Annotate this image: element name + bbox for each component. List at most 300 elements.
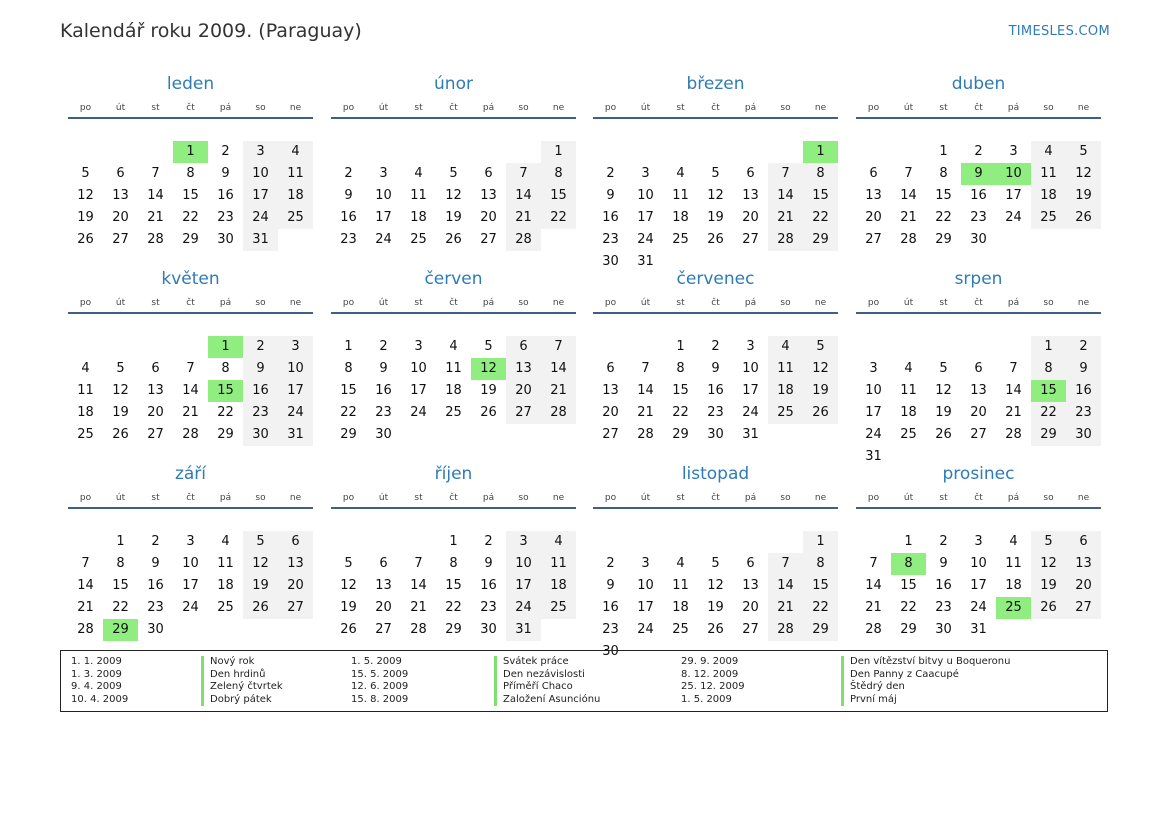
day-cell: 19	[112, 405, 129, 420]
weekday-label: st	[676, 493, 685, 503]
day-cell: 11	[1031, 163, 1066, 185]
holiday-day-cell: 10	[996, 163, 1031, 185]
month-11	[856, 463, 1101, 641]
day-cell: 26	[707, 622, 724, 637]
month-name: červenec	[676, 269, 755, 289]
day-cell: 6	[606, 361, 615, 376]
header-rule	[856, 117, 1101, 119]
day-cell: 25	[672, 232, 689, 247]
weekday-label: po	[79, 493, 92, 503]
weekday-label: po	[79, 103, 92, 113]
empty-cell	[663, 141, 698, 163]
day-cell: 2	[344, 166, 353, 181]
day-cell: 19	[480, 383, 497, 398]
holiday-day-cell: 1	[208, 336, 243, 358]
day-cell: 26	[480, 405, 497, 420]
day-cell: 4	[1031, 141, 1066, 163]
day-cell: 3	[278, 336, 313, 358]
month-0	[68, 73, 313, 251]
day-cell: 17	[506, 575, 541, 597]
day-cell: 1	[449, 534, 458, 549]
legend-holiday-name: Dobrý pátek	[201, 694, 272, 707]
day-cell: 17	[410, 383, 427, 398]
day-cell: 15	[445, 578, 462, 593]
day-cell: 4	[676, 556, 685, 571]
legend-date: 15. 8. 2009	[351, 693, 409, 705]
month-name: leden	[166, 74, 215, 94]
empty-cell	[628, 141, 663, 163]
empty-cell	[856, 141, 891, 163]
day-cell: 11	[410, 188, 427, 203]
month-days-grid	[856, 487, 1101, 641]
day-cell: 18	[410, 210, 427, 225]
day-cell: 28	[1005, 427, 1022, 442]
weekday-label: so	[518, 103, 529, 113]
day-cell: 6	[116, 166, 125, 181]
day-cell: 9	[484, 556, 493, 571]
day-cell: 22	[803, 207, 838, 229]
day-cell: 5	[711, 556, 720, 571]
empty-cell	[856, 531, 891, 553]
month-name: říjen	[434, 464, 473, 484]
weekday-label: so	[1043, 493, 1054, 503]
day-cell: 17	[742, 383, 759, 398]
day-cell: 8	[803, 163, 838, 185]
weekday-label: ne	[552, 298, 565, 308]
weekday-label: so	[780, 298, 791, 308]
day-cell: 23	[970, 210, 987, 225]
weekday-label: po	[342, 298, 355, 308]
weekday-label: st	[676, 103, 685, 113]
day-cell: 23	[147, 600, 164, 615]
weekday-label: pá	[219, 103, 232, 113]
day-cell: 18	[77, 405, 94, 420]
day-cell: 11	[672, 188, 689, 203]
weekday-label: po	[867, 103, 880, 113]
day-cell: 27	[147, 427, 164, 442]
day-cell: 19	[707, 210, 724, 225]
day-cell: 6	[1066, 531, 1101, 553]
day-cell: 29	[340, 427, 357, 442]
weekday-label: po	[604, 103, 617, 113]
legend-holiday-name: Den nezávislosti	[494, 669, 585, 682]
day-cell: 25	[768, 402, 803, 424]
empty-cell	[366, 531, 401, 553]
day-cell: 9	[221, 166, 230, 181]
day-cell: 3	[641, 166, 650, 181]
day-cell: 14	[768, 575, 803, 597]
day-cell: 22	[935, 210, 952, 225]
day-cell: 8	[449, 556, 458, 571]
weekday-label: ne	[552, 493, 565, 503]
day-cell: 25	[445, 405, 462, 420]
weekday-label: ne	[552, 103, 565, 113]
day-cell: 3	[414, 339, 423, 354]
weekday-label: pá	[1007, 493, 1020, 503]
day-cell: 14	[410, 578, 427, 593]
day-cell: 18	[445, 383, 462, 398]
site-link[interactable]: TIMESLES.COM	[1008, 24, 1110, 39]
day-cell: 5	[1066, 141, 1101, 163]
day-cell: 9	[379, 361, 388, 376]
day-cell: 29	[803, 229, 838, 251]
day-cell: 21	[77, 600, 94, 615]
day-cell: 11	[278, 163, 313, 185]
empty-cell	[926, 336, 961, 358]
weekday-label: pá	[219, 298, 232, 308]
month-days-grid	[856, 97, 1101, 251]
day-cell: 13	[112, 188, 129, 203]
day-cell: 8	[344, 361, 353, 376]
day-cell: 7	[641, 361, 650, 376]
day-cell: 14	[1005, 383, 1022, 398]
day-cell: 20	[278, 575, 313, 597]
day-cell: 22	[900, 600, 917, 615]
empty-cell	[891, 336, 926, 358]
day-cell: 25	[77, 427, 94, 442]
day-cell: 7	[1009, 361, 1018, 376]
month-days-grid	[331, 97, 576, 251]
day-cell: 19	[1031, 575, 1066, 597]
empty-cell	[68, 141, 103, 163]
day-cell: 19	[340, 600, 357, 615]
day-cell: 13	[375, 578, 392, 593]
day-cell: 20	[480, 210, 497, 225]
empty-cell	[593, 531, 628, 553]
day-cell: 21	[506, 207, 541, 229]
day-cell: 1	[904, 534, 913, 549]
day-cell: 13	[506, 358, 541, 380]
legend-date: 9. 4. 2009	[71, 681, 122, 692]
day-cell: 20	[506, 380, 541, 402]
empty-cell	[471, 141, 506, 163]
day-cell: 4	[221, 534, 230, 549]
empty-cell	[331, 531, 366, 553]
empty-cell	[173, 336, 208, 358]
day-cell: 29	[182, 232, 199, 247]
day-cell: 23	[935, 600, 952, 615]
day-cell: 30	[602, 254, 619, 269]
day-cell: 10	[637, 578, 654, 593]
weekday-label: pá	[219, 493, 232, 503]
day-cell: 30	[707, 427, 724, 442]
day-cell: 10	[278, 358, 313, 380]
day-cell: 12	[340, 578, 357, 593]
legend-date: 25. 12. 2009	[681, 681, 745, 692]
empty-cell	[698, 141, 733, 163]
month-name: srpen	[954, 269, 1003, 289]
day-cell: 26	[112, 427, 129, 442]
day-cell: 20	[147, 405, 164, 420]
empty-cell	[768, 141, 803, 163]
day-cell: 31	[742, 427, 759, 442]
day-cell: 25	[900, 427, 917, 442]
day-cell: 24	[865, 427, 882, 442]
weekday-label: pá	[744, 493, 757, 503]
weekday-label: út	[903, 103, 914, 113]
month-days-grid	[68, 97, 313, 251]
day-cell: 2	[711, 339, 720, 354]
month-7	[856, 268, 1101, 468]
weekday-label: čt	[449, 298, 458, 308]
legend-date: 8. 12. 2009	[681, 668, 739, 680]
day-cell: 21	[900, 210, 917, 225]
day-cell: 14	[768, 185, 803, 207]
weekday-label: so	[518, 493, 529, 503]
weekday-label: út	[115, 493, 126, 503]
day-cell: 21	[865, 600, 882, 615]
month-days-grid	[593, 292, 838, 446]
day-cell: 25	[672, 622, 689, 637]
day-cell: 5	[1031, 531, 1066, 553]
day-cell: 25	[410, 232, 427, 247]
day-cell: 29	[217, 427, 234, 442]
day-cell: 29	[1031, 424, 1066, 446]
day-cell: 10	[410, 361, 427, 376]
day-cell: 18	[672, 600, 689, 615]
weekday-label: st	[414, 298, 423, 308]
day-cell: 11	[1005, 556, 1022, 571]
day-cell: 5	[449, 166, 458, 181]
day-cell: 8	[1031, 358, 1066, 380]
day-cell: 11	[217, 556, 234, 571]
legend-date: 12. 6. 2009	[351, 681, 409, 692]
day-cell: 27	[375, 622, 392, 637]
day-cell: 11	[77, 383, 94, 398]
day-cell: 31	[865, 449, 882, 464]
day-cell: 15	[935, 188, 952, 203]
month-days-grid	[68, 292, 313, 446]
day-cell: 26	[340, 622, 357, 637]
day-cell: 3	[974, 534, 983, 549]
day-cell: 5	[939, 361, 948, 376]
month-name: listopad	[681, 464, 750, 484]
day-cell: 26	[445, 232, 462, 247]
day-cell: 2	[151, 534, 160, 549]
day-cell: 11	[672, 578, 689, 593]
legend-date: 1. 1. 2009	[71, 656, 122, 667]
day-cell: 27	[742, 622, 759, 637]
day-cell: 1	[939, 144, 948, 159]
day-cell: 30	[480, 622, 497, 637]
day-cell: 18	[217, 578, 234, 593]
empty-cell	[961, 336, 996, 358]
holiday-day-cell: 8	[891, 553, 926, 575]
day-cell: 3	[1009, 144, 1018, 159]
day-cell: 10	[970, 556, 987, 571]
day-cell: 26	[243, 597, 278, 619]
header-rule	[68, 312, 313, 314]
month-name: září	[174, 464, 207, 484]
weekday-label: so	[518, 298, 529, 308]
day-cell: 6	[506, 336, 541, 358]
month-days-grid	[593, 487, 838, 663]
day-cell: 28	[768, 229, 803, 251]
empty-cell	[138, 336, 173, 358]
day-cell: 22	[541, 207, 576, 229]
weekday-label: pá	[1007, 103, 1020, 113]
day-cell: 11	[768, 358, 803, 380]
day-cell: 22	[340, 405, 357, 420]
weekday-label: po	[604, 298, 617, 308]
day-cell: 29	[935, 232, 952, 247]
day-cell: 14	[900, 188, 917, 203]
day-cell: 7	[151, 166, 160, 181]
day-cell: 23	[480, 600, 497, 615]
day-cell: 9	[606, 578, 615, 593]
day-cell: 17	[278, 380, 313, 402]
empty-cell	[401, 141, 436, 163]
day-cell: 28	[768, 619, 803, 641]
empty-cell	[103, 141, 138, 163]
legend-holiday-name: Den hrdinů	[201, 669, 265, 682]
day-cell: 22	[672, 405, 689, 420]
day-cell: 16	[602, 600, 619, 615]
day-cell: 15	[803, 185, 838, 207]
month-days-grid	[68, 487, 313, 641]
day-cell: 9	[711, 361, 720, 376]
empty-cell	[103, 336, 138, 358]
header-rule	[68, 507, 313, 509]
day-cell: 17	[970, 578, 987, 593]
day-cell: 16	[707, 383, 724, 398]
day-cell: 13	[602, 383, 619, 398]
day-cell: 7	[541, 336, 576, 358]
day-cell: 2	[606, 556, 615, 571]
holiday-day-cell: 15	[208, 380, 243, 402]
day-cell: 12	[77, 188, 94, 203]
weekday-label: po	[604, 493, 617, 503]
day-cell: 23	[707, 405, 724, 420]
day-cell: 23	[1066, 402, 1101, 424]
day-cell: 5	[803, 336, 838, 358]
day-cell: 16	[935, 578, 952, 593]
day-cell: 9	[243, 358, 278, 380]
day-cell: 19	[1066, 185, 1101, 207]
month-2	[593, 73, 838, 273]
day-cell: 15	[541, 185, 576, 207]
day-cell: 4	[449, 339, 458, 354]
day-cell: 18	[1031, 185, 1066, 207]
day-cell: 23	[243, 402, 278, 424]
day-cell: 17	[375, 210, 392, 225]
day-cell: 13	[147, 383, 164, 398]
weekday-label: ne	[814, 103, 827, 113]
day-cell: 20	[742, 600, 759, 615]
day-cell: 30	[243, 424, 278, 446]
day-cell: 19	[243, 575, 278, 597]
header-rule	[331, 117, 576, 119]
day-cell: 31	[970, 622, 987, 637]
day-cell: 23	[340, 232, 357, 247]
weekday-label: po	[342, 493, 355, 503]
month-days-grid	[856, 292, 1101, 468]
weekday-label: st	[414, 493, 423, 503]
day-cell: 12	[707, 188, 724, 203]
weekday-label: pá	[1007, 298, 1020, 308]
legend-holiday-name: Nový rok	[201, 656, 254, 669]
day-cell: 2	[606, 166, 615, 181]
day-cell: 16	[217, 188, 234, 203]
day-cell: 12	[1066, 163, 1101, 185]
day-cell: 15	[182, 188, 199, 203]
day-cell: 24	[410, 405, 427, 420]
day-cell: 22	[112, 600, 129, 615]
day-cell: 24	[243, 207, 278, 229]
weekday-label: út	[903, 493, 914, 503]
month-name: květen	[161, 269, 220, 289]
month-5	[331, 268, 576, 446]
empty-cell	[68, 531, 103, 553]
day-cell: 21	[1005, 405, 1022, 420]
legend-holiday-name: Příměří Chaco	[494, 681, 573, 694]
legend-holiday-name: Den Panny z Caacupé	[841, 669, 959, 682]
day-cell: 24	[182, 600, 199, 615]
day-cell: 12	[243, 553, 278, 575]
day-cell: 8	[116, 556, 125, 571]
day-cell: 1	[676, 339, 685, 354]
legend-date: 1. 5. 2009	[351, 656, 402, 667]
day-cell: 25	[1031, 207, 1066, 229]
day-cell: 9	[606, 188, 615, 203]
day-cell: 1	[1031, 336, 1066, 358]
day-cell: 30	[970, 232, 987, 247]
weekday-label: st	[939, 298, 948, 308]
day-cell: 2	[974, 144, 983, 159]
day-cell: 18	[768, 380, 803, 402]
weekday-label: čt	[974, 103, 983, 113]
day-cell: 14	[147, 188, 164, 203]
day-cell: 6	[746, 556, 755, 571]
day-cell: 26	[1066, 207, 1101, 229]
day-cell: 6	[974, 361, 983, 376]
day-cell: 2	[1066, 336, 1101, 358]
day-cell: 13	[480, 188, 497, 203]
legend-holiday-name: Založení Asunciónu	[494, 694, 600, 707]
day-cell: 29	[803, 619, 838, 641]
header-rule	[593, 507, 838, 509]
weekday-label: pá	[482, 493, 495, 503]
day-cell: 13	[742, 188, 759, 203]
weekday-label: so	[255, 493, 266, 503]
day-cell: 9	[1066, 358, 1101, 380]
day-cell: 16	[147, 578, 164, 593]
day-cell: 1	[344, 339, 353, 354]
day-cell: 10	[375, 188, 392, 203]
month-6	[593, 268, 838, 446]
day-cell: 24	[637, 232, 654, 247]
day-cell: 27	[506, 402, 541, 424]
weekday-label: út	[378, 103, 389, 113]
day-cell: 8	[803, 553, 838, 575]
day-cell: 19	[803, 380, 838, 402]
day-cell: 11	[445, 361, 462, 376]
weekday-label: ne	[1077, 298, 1090, 308]
day-cell: 12	[935, 383, 952, 398]
day-cell: 4	[904, 361, 913, 376]
month-name: únor	[434, 74, 473, 94]
day-cell: 6	[484, 166, 493, 181]
day-cell: 3	[506, 531, 541, 553]
day-cell: 15	[340, 383, 357, 398]
day-cell: 30	[602, 644, 619, 659]
weekday-label: po	[79, 298, 92, 308]
weekday-label: čt	[711, 298, 720, 308]
day-cell: 14	[506, 185, 541, 207]
empty-cell	[628, 336, 663, 358]
day-cell: 3	[641, 556, 650, 571]
day-cell: 20	[970, 405, 987, 420]
